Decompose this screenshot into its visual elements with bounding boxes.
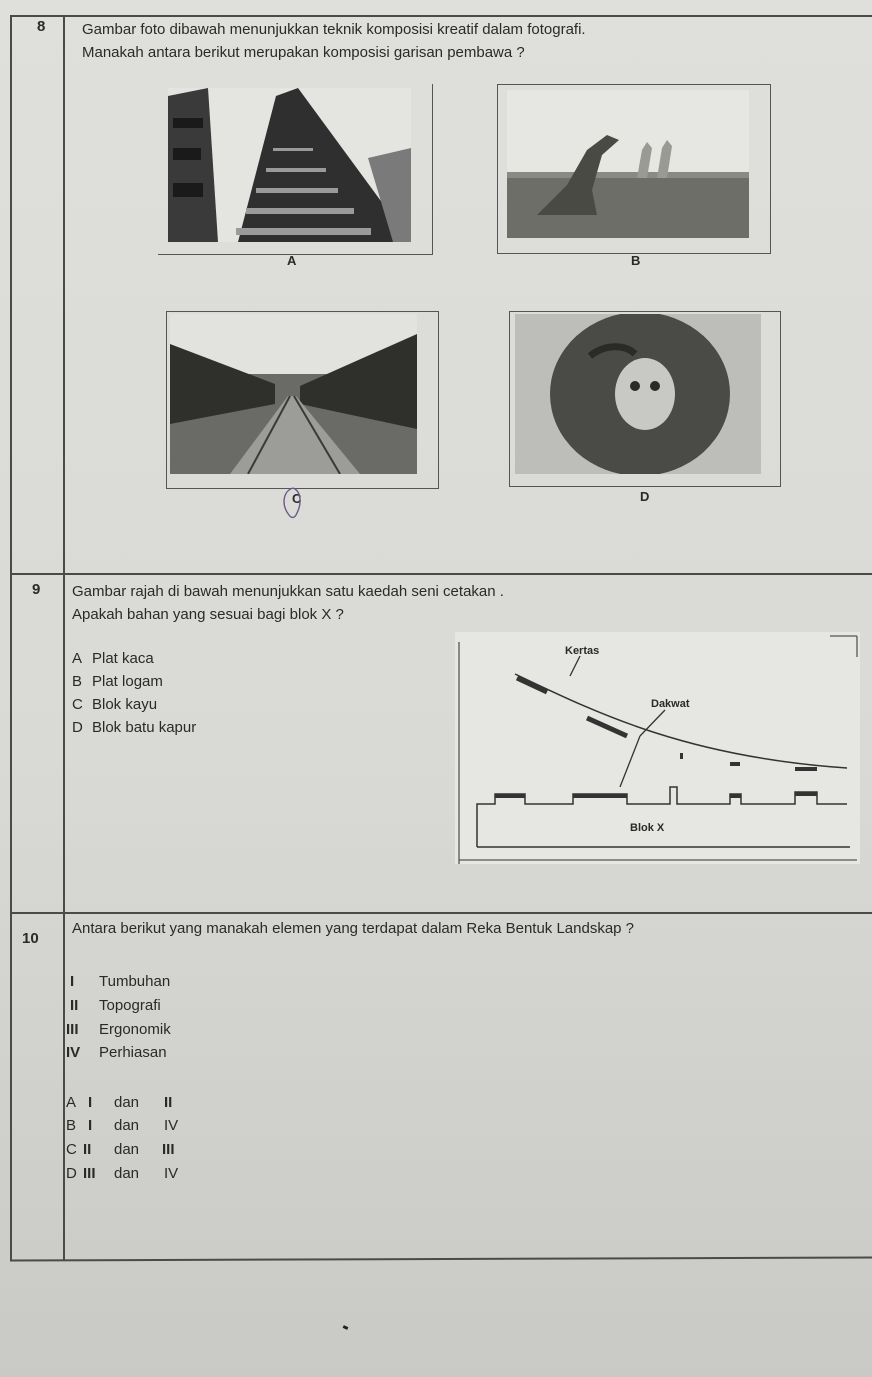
q9-option-b-letter: B: [72, 673, 83, 690]
q10-answer-b-dan: dan: [114, 1117, 140, 1134]
q9-option-c-letter: C: [72, 696, 83, 713]
q10-item-3-text: Ergonomik: [99, 1021, 171, 1038]
q10-item-4-roman: IV: [66, 1044, 81, 1061]
q10-answer-c-first: II: [83, 1141, 92, 1158]
q10-answer-d-dan: dan: [114, 1165, 140, 1182]
answer-circle-mark: [279, 485, 307, 521]
q10-answer-b-second: IV: [164, 1117, 179, 1134]
question-number-9: 9: [32, 581, 41, 598]
diagram-label-block: Blok X: [630, 822, 665, 834]
q9-text-line-1: Gambar rajah di bawah menunjukkan satu kaedah seni cetakan .: [72, 583, 504, 600]
q8-text-line-1: Gambar foto dibawah menunjukkan teknik komposisi kreatif dalam fotografi.: [82, 21, 586, 38]
pen-mark: [343, 1325, 349, 1330]
photo-d-cat: [515, 314, 761, 474]
table-bottom-border: [10, 1256, 872, 1261]
q10-answer-b-letter: B: [66, 1117, 77, 1134]
q10-answer-d-second: IV: [164, 1165, 179, 1182]
q10-answer-a-second: II: [164, 1094, 173, 1111]
question-number-10: 10: [22, 930, 39, 947]
q10-answer-d-letter: D: [66, 1165, 77, 1182]
photo-b-giraffes: [507, 90, 749, 238]
photo-c-railway: [170, 314, 417, 474]
photo-a-caption: A: [287, 253, 297, 268]
diagram-label-ink: Dakwat: [651, 698, 690, 710]
table-top-border: [10, 15, 872, 17]
row-divider-q8-q9: [10, 573, 872, 575]
q10-answer-c-dan: dan: [114, 1141, 140, 1158]
q10-answer-a-first: I: [88, 1094, 93, 1111]
q10-answer-a-dan: dan: [114, 1094, 140, 1111]
row-divider-q9-q10: [10, 912, 872, 914]
q9-option-d-text: Blok batu kapur: [92, 719, 197, 736]
q9-option-a-text: Plat kaca: [92, 650, 154, 667]
photo-d-caption: D: [640, 489, 650, 504]
printing-diagram: [455, 632, 860, 864]
q10-item-2-roman: II: [70, 997, 79, 1014]
diagram-label-paper: Kertas: [565, 645, 600, 657]
question-number-8: 8: [37, 18, 46, 35]
q10-item-4-text: Perhiasan: [99, 1044, 167, 1061]
table-left-border: [10, 15, 12, 1260]
q9-option-b-text: Plat logam: [92, 673, 163, 690]
q10-item-1-text: Tumbuhan: [99, 973, 171, 990]
photo-a-skyscraper: [168, 88, 411, 242]
photo-b-caption: B: [631, 253, 641, 268]
q8-text-line-2: Manakah antara berikut merupakan komposisi garisan pembawa ?: [82, 44, 525, 61]
q10-question: Antara berikut yang manakah elemen yang terdapat dalam Reka Bentuk Landskap ?: [72, 920, 635, 937]
q9-option-a-letter: A: [72, 650, 83, 667]
q10-item-2-text: Topografi: [99, 997, 161, 1014]
q10-answer-b-first: I: [88, 1117, 93, 1134]
column-divider: [63, 15, 65, 1260]
q10-answer-c-letter: C: [66, 1141, 77, 1158]
photo-c-caption: C: [292, 491, 302, 506]
q10-answer-d-first: III: [83, 1165, 96, 1182]
q9-option-d-letter: D: [72, 719, 83, 736]
q10-item-3-roman: III: [66, 1021, 79, 1038]
q9-text-line-2: Apakah bahan yang sesuai bagi blok X ?: [72, 606, 344, 623]
q10-answer-a-letter: A: [66, 1094, 77, 1111]
q9-option-c-text: Blok kayu: [92, 696, 158, 713]
q10-item-1-roman: I: [70, 973, 75, 990]
q10-answer-c-second: III: [162, 1141, 175, 1158]
